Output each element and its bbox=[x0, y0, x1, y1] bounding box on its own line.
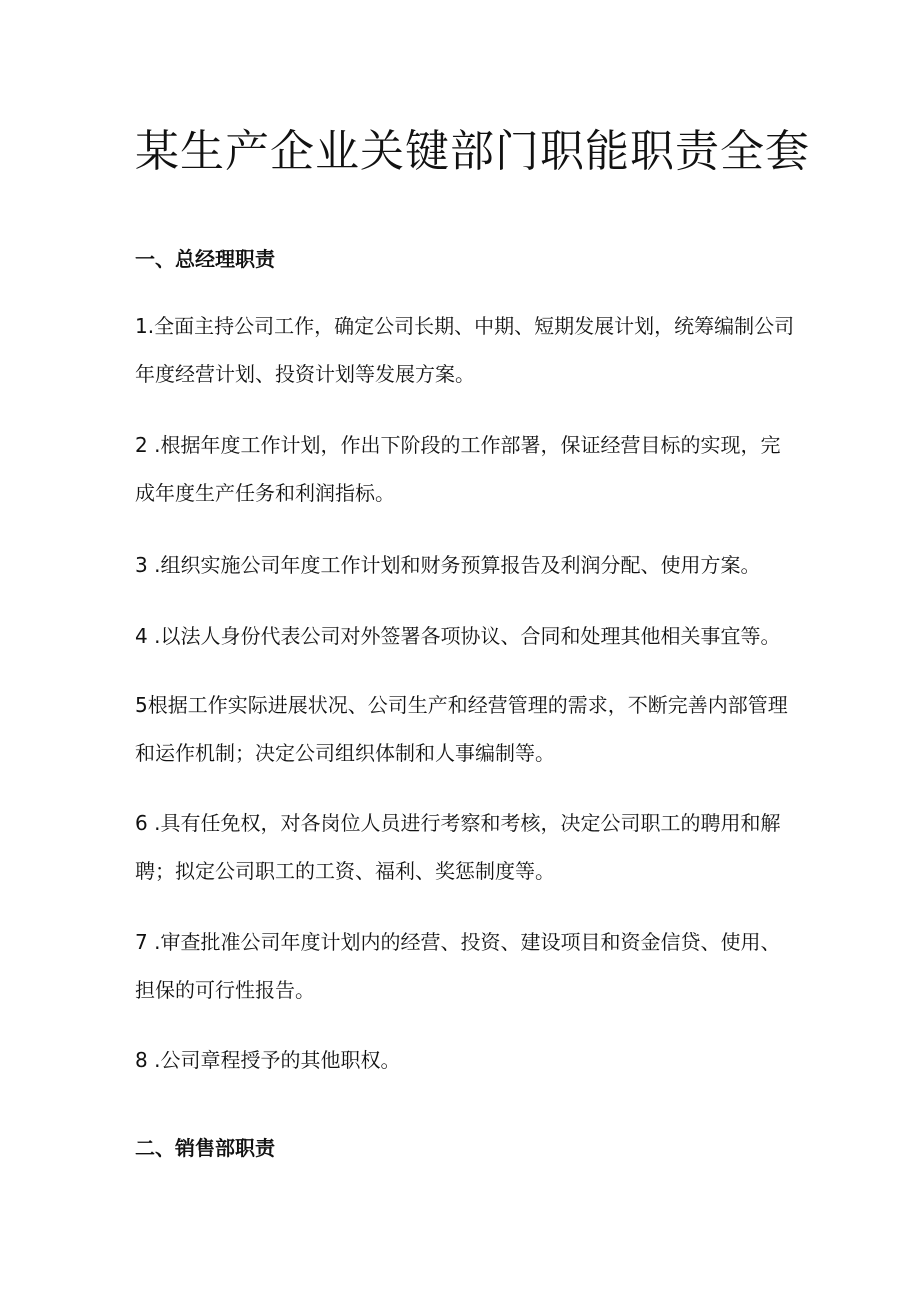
duty-item-4-line-1: 4 .以法人身份代表公司对外签署各项协议、合同和处理其他相关事宜等。 bbox=[135, 624, 781, 648]
duty-item-7 bbox=[135, 918, 815, 1014]
duty-item-7-line-2: 担保的可行性报告。 bbox=[135, 978, 315, 1002]
duty-item-4 bbox=[135, 612, 815, 660]
duty-item-6 bbox=[135, 799, 815, 895]
duty-item-8-line-1: 8 .公司章程授予的其他职权。 bbox=[135, 1048, 401, 1072]
duty-item-7-line-1: 7 .审查批准公司年度计划内的经营、投资、建设项目和资金信贷、使用、 bbox=[135, 930, 781, 954]
duty-item-5-line-1: 5根据工作实际进展状况、公司生产和经营管理的需求，不断完善内部管理 bbox=[135, 693, 788, 717]
section-heading-general-manager: 一、总经理职责 bbox=[135, 247, 275, 271]
duty-item-1-line-1: 1.全面主持公司工作，确定公司长期、中期、短期发展计划，统筹编制公司 bbox=[135, 314, 795, 338]
section-heading-sales-department: 二、销售部职责 bbox=[135, 1136, 275, 1160]
duty-item-6-line-2: 聘；拟定公司职工的工资、福利、奖惩制度等。 bbox=[135, 859, 555, 883]
duty-item-2 bbox=[135, 421, 815, 517]
duty-item-2-line-2: 成年度生产任务和利润指标。 bbox=[135, 481, 395, 505]
duty-item-6-line-1: 6 .具有任免权，对各岗位人员进行考察和考核，决定公司职工的聘用和解 bbox=[135, 811, 781, 835]
duty-item-3-line-1: 3 .组织实施公司年度工作计划和财务预算报告及利润分配、使用方案。 bbox=[135, 553, 761, 577]
duty-item-3 bbox=[135, 541, 815, 589]
duty-item-5-line-2: 和运作机制；决定公司组织体制和人事编制等。 bbox=[135, 741, 555, 765]
duty-item-1 bbox=[135, 302, 815, 398]
duty-item-2-line-1: 2 .根据年度工作计划，作出下阶段的工作部署，保证经营目标的实现，完 bbox=[135, 433, 781, 457]
duty-item-5 bbox=[135, 681, 815, 777]
document-title: 某生产企业关键部门职能职责全套 bbox=[135, 126, 810, 177]
duty-item-8 bbox=[135, 1036, 815, 1084]
duty-item-1-line-2: 年度经营计划、投资计划等发展方案。 bbox=[135, 362, 475, 386]
